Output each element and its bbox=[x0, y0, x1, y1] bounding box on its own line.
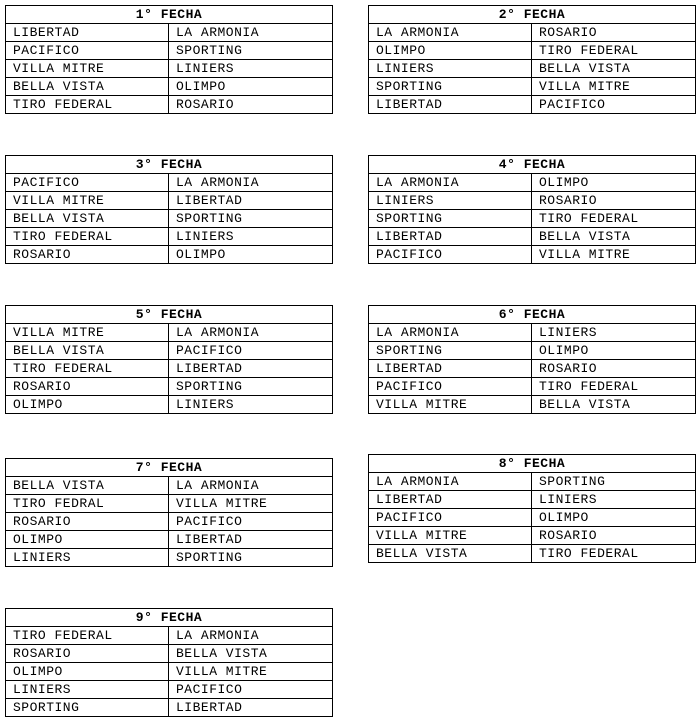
fecha-table-3 bbox=[5, 155, 333, 264]
match-row bbox=[6, 681, 333, 699]
away-team: OLIMPO bbox=[169, 246, 333, 264]
fecha-table-7 bbox=[5, 458, 333, 567]
away-team: ROSARIO bbox=[532, 527, 696, 545]
match-row bbox=[369, 246, 696, 264]
away-team: LINIERS bbox=[169, 60, 333, 78]
away-team: OLIMPO bbox=[169, 78, 333, 96]
fecha-table-6 bbox=[368, 305, 696, 414]
match-row bbox=[6, 96, 333, 114]
home-team: VILLA MITRE bbox=[6, 60, 169, 78]
match-row bbox=[6, 192, 333, 210]
match-row bbox=[6, 174, 333, 192]
home-team: BELLA VISTA bbox=[369, 545, 532, 563]
match-row bbox=[369, 174, 696, 192]
away-team: SPORTING bbox=[169, 549, 333, 567]
match-row bbox=[369, 96, 696, 114]
home-team: LINIERS bbox=[6, 681, 169, 699]
home-team: BELLA VISTA bbox=[6, 477, 169, 495]
home-team: PACIFICO bbox=[369, 378, 532, 396]
away-team: LINIERS bbox=[169, 228, 333, 246]
match-row bbox=[369, 527, 696, 545]
away-team: SPORTING bbox=[169, 210, 333, 228]
home-team: VILLA MITRE bbox=[6, 324, 169, 342]
fecha-table-2 bbox=[368, 5, 696, 114]
fecha-table-8 bbox=[368, 454, 696, 563]
match-row bbox=[369, 396, 696, 414]
match-row bbox=[6, 396, 333, 414]
home-team: OLIMPO bbox=[6, 396, 169, 414]
fecha-table-5 bbox=[5, 305, 333, 414]
home-team: TIRO FEDERAL bbox=[6, 96, 169, 114]
home-team: LIBERTAD bbox=[369, 491, 532, 509]
home-team: BELLA VISTA bbox=[6, 78, 169, 96]
away-team: BELLA VISTA bbox=[532, 396, 696, 414]
away-team: ROSARIO bbox=[532, 360, 696, 378]
match-row bbox=[369, 210, 696, 228]
away-team: ROSARIO bbox=[532, 192, 696, 210]
fecha-title: 6° FECHA bbox=[369, 306, 696, 324]
match-row bbox=[6, 228, 333, 246]
match-row bbox=[369, 342, 696, 360]
home-team: LA ARMONIA bbox=[369, 473, 532, 491]
away-team: PACIFICO bbox=[169, 342, 333, 360]
fecha-title: 2° FECHA bbox=[369, 6, 696, 24]
fecha-table-9 bbox=[5, 608, 333, 717]
home-team: ROSARIO bbox=[6, 513, 169, 531]
home-team: PACIFICO bbox=[369, 509, 532, 527]
away-team: LINIERS bbox=[169, 396, 333, 414]
home-team: LA ARMONIA bbox=[369, 324, 532, 342]
home-team: VILLA MITRE bbox=[369, 396, 532, 414]
home-team: ROSARIO bbox=[6, 378, 169, 396]
away-team: OLIMPO bbox=[532, 509, 696, 527]
away-team: LINIERS bbox=[532, 491, 696, 509]
match-row bbox=[6, 42, 333, 60]
home-team: LINIERS bbox=[369, 60, 532, 78]
fecha-title: 5° FECHA bbox=[6, 306, 333, 324]
home-team: SPORTING bbox=[369, 342, 532, 360]
away-team: BELLA VISTA bbox=[532, 60, 696, 78]
match-row bbox=[369, 509, 696, 527]
away-team: OLIMPO bbox=[532, 174, 696, 192]
away-team: SPORTING bbox=[532, 473, 696, 491]
away-team: LIBERTAD bbox=[169, 531, 333, 549]
match-row bbox=[369, 360, 696, 378]
away-team: VILLA MITRE bbox=[532, 78, 696, 96]
match-row bbox=[6, 645, 333, 663]
match-row bbox=[369, 78, 696, 96]
away-team: TIRO FEDERAL bbox=[532, 545, 696, 563]
match-row bbox=[369, 378, 696, 396]
match-row bbox=[6, 324, 333, 342]
home-team: BELLA VISTA bbox=[6, 210, 169, 228]
away-team: TIRO FEDERAL bbox=[532, 378, 696, 396]
away-team: LA ARMONIA bbox=[169, 627, 333, 645]
match-row bbox=[6, 549, 333, 567]
home-team: ROSARIO bbox=[6, 246, 169, 264]
match-row bbox=[369, 24, 696, 42]
home-team: TIRO FEDERAL bbox=[6, 627, 169, 645]
away-team: TIRO FEDERAL bbox=[532, 210, 696, 228]
fecha-title: 3° FECHA bbox=[6, 156, 333, 174]
away-team: LA ARMONIA bbox=[169, 24, 333, 42]
away-team: VILLA MITRE bbox=[169, 495, 333, 513]
home-team: OLIMPO bbox=[6, 663, 169, 681]
match-row bbox=[369, 473, 696, 491]
match-row bbox=[369, 42, 696, 60]
away-team: LA ARMONIA bbox=[169, 174, 333, 192]
home-team: PACIFICO bbox=[6, 174, 169, 192]
home-team: LIBERTAD bbox=[369, 96, 532, 114]
match-row bbox=[6, 663, 333, 681]
away-team: OLIMPO bbox=[532, 342, 696, 360]
match-row bbox=[6, 378, 333, 396]
home-team: TIRO FEDERAL bbox=[6, 228, 169, 246]
home-team: LIBERTAD bbox=[369, 360, 532, 378]
fecha-title: 8° FECHA bbox=[369, 455, 696, 473]
match-row bbox=[6, 342, 333, 360]
away-team: VILLA MITRE bbox=[532, 246, 696, 264]
home-team: ROSARIO bbox=[6, 645, 169, 663]
away-team: ROSARIO bbox=[169, 96, 333, 114]
match-row bbox=[369, 491, 696, 509]
match-row bbox=[6, 246, 333, 264]
away-team: LA ARMONIA bbox=[169, 477, 333, 495]
match-row bbox=[369, 324, 696, 342]
home-team: OLIMPO bbox=[369, 42, 532, 60]
home-team: LA ARMONIA bbox=[369, 24, 532, 42]
match-row bbox=[6, 360, 333, 378]
home-team: LA ARMONIA bbox=[369, 174, 532, 192]
home-team: OLIMPO bbox=[6, 531, 169, 549]
match-row bbox=[6, 78, 333, 96]
match-row bbox=[369, 545, 696, 563]
match-row bbox=[6, 210, 333, 228]
match-row bbox=[6, 531, 333, 549]
fecha-table-4 bbox=[368, 155, 696, 264]
fecha-title: 4° FECHA bbox=[369, 156, 696, 174]
home-team: LINIERS bbox=[6, 549, 169, 567]
match-row bbox=[6, 60, 333, 78]
away-team: SPORTING bbox=[169, 42, 333, 60]
away-team: SPORTING bbox=[169, 378, 333, 396]
home-team: VILLA MITRE bbox=[6, 192, 169, 210]
home-team: SPORTING bbox=[369, 210, 532, 228]
match-row bbox=[6, 513, 333, 531]
home-team: PACIFICO bbox=[369, 246, 532, 264]
home-team: BELLA VISTA bbox=[6, 342, 169, 360]
away-team: LIBERTAD bbox=[169, 699, 333, 717]
match-row bbox=[369, 60, 696, 78]
fecha-table-1 bbox=[5, 5, 333, 114]
match-row bbox=[369, 192, 696, 210]
away-team: PACIFICO bbox=[532, 96, 696, 114]
away-team: LA ARMONIA bbox=[169, 324, 333, 342]
home-team: SPORTING bbox=[6, 699, 169, 717]
home-team: LIBERTAD bbox=[369, 228, 532, 246]
home-team: LIBERTAD bbox=[6, 24, 169, 42]
match-row bbox=[6, 495, 333, 513]
away-team: LINIERS bbox=[532, 324, 696, 342]
fecha-title: 1° FECHA bbox=[6, 6, 333, 24]
away-team: BELLA VISTA bbox=[532, 228, 696, 246]
away-team: PACIFICO bbox=[169, 513, 333, 531]
match-row bbox=[6, 477, 333, 495]
match-row bbox=[6, 24, 333, 42]
home-team: TIRO FEDRAL bbox=[6, 495, 169, 513]
home-team: SPORTING bbox=[369, 78, 532, 96]
away-team: LIBERTAD bbox=[169, 360, 333, 378]
away-team: LIBERTAD bbox=[169, 192, 333, 210]
home-team: TIRO FEDERAL bbox=[6, 360, 169, 378]
away-team: TIRO FEDERAL bbox=[532, 42, 696, 60]
away-team: VILLA MITRE bbox=[169, 663, 333, 681]
home-team: PACIFICO bbox=[6, 42, 169, 60]
away-team: PACIFICO bbox=[169, 681, 333, 699]
home-team: VILLA MITRE bbox=[369, 527, 532, 545]
home-team: LINIERS bbox=[369, 192, 532, 210]
match-row bbox=[6, 627, 333, 645]
away-team: BELLA VISTA bbox=[169, 645, 333, 663]
fecha-title: 9° FECHA bbox=[6, 609, 333, 627]
fecha-title: 7° FECHA bbox=[6, 459, 333, 477]
match-row bbox=[369, 228, 696, 246]
away-team: ROSARIO bbox=[532, 24, 696, 42]
match-row bbox=[6, 699, 333, 717]
